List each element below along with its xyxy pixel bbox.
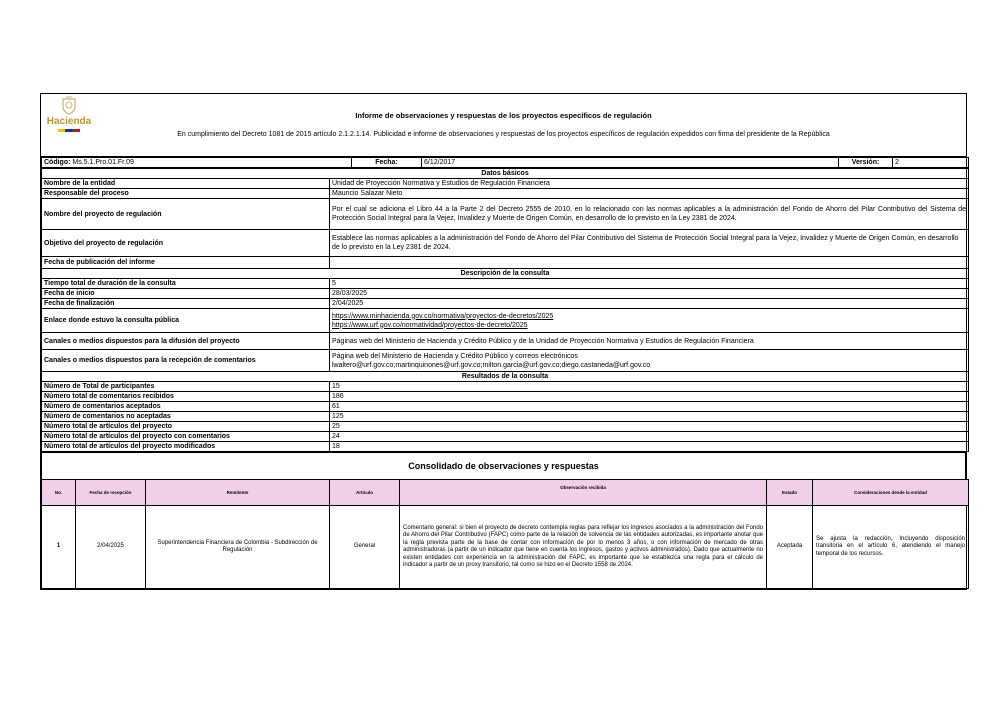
responsable-label: Responsable del proceso: [42, 189, 330, 199]
row-consideraciones: Se ajusta la redacción, Incluyendo disposición transitoria en el artículo 6, atendiendo el manejo temporal de los recursos.: [813, 506, 969, 589]
comentarios-recibidos-label: Número total de comentarios recibidos: [42, 392, 330, 402]
logo-wordmark: Hacienda: [46, 116, 92, 127]
col-header-consideraciones: Consideraciones desde la entidad: [813, 480, 969, 506]
observaciones-table: [41, 479, 969, 589]
row-remitente: Superintendencia Financiera de Colombia - Subdirección de Regulación: [146, 506, 330, 589]
report-title: Informe de observaciones y respuestas de los proyectos específicos de regulación: [355, 111, 652, 120]
recepcion-value: Página web del Ministerio de Hacienda y Crédito Público y correos electrónicos: [332, 352, 578, 360]
version-value: 2: [893, 158, 969, 168]
row-no: 1: [42, 506, 76, 589]
objetivo-label: Objetivo del proyecto de regulación: [42, 230, 330, 257]
participantes-label: Número de Total de participantes: [42, 382, 330, 392]
participantes-value: 15: [330, 382, 969, 392]
inicio-value: 28/03/2025: [330, 289, 969, 299]
articulos-total-label: Número total de artículos del proyecto: [42, 422, 330, 432]
comentarios-aceptados-label: Número de comentarios aceptados: [42, 402, 330, 412]
articulos-modificados-value: 18: [330, 442, 969, 452]
info-table: [41, 168, 969, 452]
resultados-title: Resultados de la consulta: [42, 372, 969, 382]
codigo-label: Código:: [44, 159, 71, 166]
duracion-label: Tiempo total de duración de la consulta: [42, 279, 330, 289]
comentarios-no-aceptados-value: 125: [330, 412, 969, 422]
fecha-label: Fecha:: [352, 158, 422, 168]
nombre-proyecto-value: Por el cual se adiciona el Libro 44 a la Parte 2 del Decreto 2555 de 2010, en lo relacionado con las normas aplicables a la administración del Fondo de Ahorro del Pilar Contributivo del Sistema de Protección Social Integral para la Vejez, Invalidez y Muerte de Origen Común, en desarrollo de lo previsto en la Ley 2381 de 2024.: [330, 199, 969, 230]
fecha-publicacion-label: Fecha de publicación del informe: [42, 257, 330, 269]
objetivo-value: Establece las normas aplicables a la administración del Fondo de Ahorro del Pilar Contributivo del Sistema de Protección Social Integral para la Vejez, Invalidez y Muerte de Origen Común, en desarrollo de lo previsto en la Ley 2381 de 2024.: [330, 230, 969, 257]
nombre-proyecto-label: Nombre del proyecto de regulación: [42, 199, 330, 230]
recepcion-emails: lwaltero@urf.gov.co;martinquinones@urf.gov.co;milton.garcia@urf.gov.co;diego.castaneda@urf.gov.co: [332, 361, 651, 369]
responsable-value: Mauricio Salazar Nieto: [330, 189, 969, 199]
articulos-total-value: 25: [330, 422, 969, 432]
comentarios-recibidos-value: 186: [330, 392, 969, 402]
col-header-remitente: Remitente: [146, 480, 330, 506]
fin-label: Fecha de finalización: [42, 299, 330, 309]
col-header-observacion: Observación recibida: [400, 480, 767, 506]
report-subtitle: En cumplimiento del Decreto 1081 de 2015 artículo 2.1.2.1.14. Publicidad e informe de observaciones y respuestas de los proyectos específicos de regulación expedidos con firma del presidente de la República: [177, 131, 830, 138]
articulos-comentarios-value: 24: [330, 432, 969, 442]
recepcion-label: Canales o medios dispuestos para la recepción de comentarios: [42, 350, 330, 372]
report-sheet: [40, 93, 967, 590]
fecha-value: 6/12/2017: [422, 158, 839, 168]
observaciones-header-row: [42, 480, 969, 506]
consolidado-title: Consolidado de observaciones y respuestas: [41, 452, 966, 479]
row-estado: Aceptada: [767, 506, 813, 589]
inicio-label: Fecha de inicio: [42, 289, 330, 299]
comentarios-aceptados-value: 61: [330, 402, 969, 412]
difusion-label: Canales o medios dispuestos para la difusión del proyecto: [42, 333, 330, 350]
difusion-value: Páginas web del Ministerio de Hacienda y Crédito Público y de la Unidad de Proyección Normativa y Estudios de Regulación Financiera: [330, 333, 969, 350]
row-articulo: General: [330, 506, 400, 589]
table-row: [42, 506, 969, 589]
duracion-value: 5: [330, 279, 969, 289]
enlace-minhacienda-link[interactable]: https://www.minhacienda.gov.co/normativa/proyectos-de-decretos/2025: [332, 312, 554, 320]
codigo-value: Ms.5.1.Pro.01.Fr.09: [72, 159, 134, 166]
recepcion-cell: [330, 350, 969, 372]
entidad-value: Unidad de Proyección Normativa y Estudios de Regulación Financiera: [330, 179, 969, 189]
enlace-cell: [330, 309, 969, 333]
col-header-fecha: Fecha de recepción: [76, 480, 146, 506]
col-header-articulo: Artículo: [330, 480, 400, 506]
datos-basicos-title: Datos básicos: [42, 169, 969, 179]
articulos-comentarios-label: Número total de artículos del proyecto con comentarios: [42, 432, 330, 442]
consulta-title: Descripción de la consulta: [42, 269, 969, 279]
report-header: [41, 94, 966, 157]
enlace-label: Enlace donde estuvo la consulta pública: [42, 309, 330, 333]
articulos-modificados-label: Número total de artículos del proyecto modificados: [42, 442, 330, 452]
fecha-publicacion-value: [330, 257, 969, 269]
col-header-no: No.: [42, 480, 76, 506]
row-observacion: Comentario general: si bien el proyecto de decreto contempla reglas para reflejar los ingresos asociados a la administración del Fondo de Ahorro del Pilar Contributivo (FAPC) como parte de la relación de solvencia de las entidades autorizadas, es importante anotar que la regla prevista parte de la base de contar con información de por lo menos 3 años, o con información de mercado de otras administradoras (a partir de un indicador que tiene en cuenta los ingresos, gastos y activos administrados). Dado que actualmente no existen entidades con experiencia en la administración del FAPC, es importante que se establezca una regla para el cálculo de indicador a partir de un proxy transitorio, tal como se hizo en el Decreto 1558 de 2024.: [400, 506, 767, 589]
enlace-urf-link[interactable]: https://www.urf.gov.co/normatividad/proyectos-de-decreto/2025: [332, 321, 528, 329]
entidad-label: Nombre de la entidad: [42, 179, 330, 189]
version-label: Versión:: [839, 158, 893, 168]
row-fecha: 2/04/2025: [76, 506, 146, 589]
codigo-cell: [42, 158, 352, 168]
col-header-estado: Estado: [767, 480, 813, 506]
fin-value: 2/04/2025: [330, 299, 969, 309]
meta-table: [41, 157, 969, 168]
comentarios-no-aceptados-label: Número de comentarios no aceptadas: [42, 412, 330, 422]
